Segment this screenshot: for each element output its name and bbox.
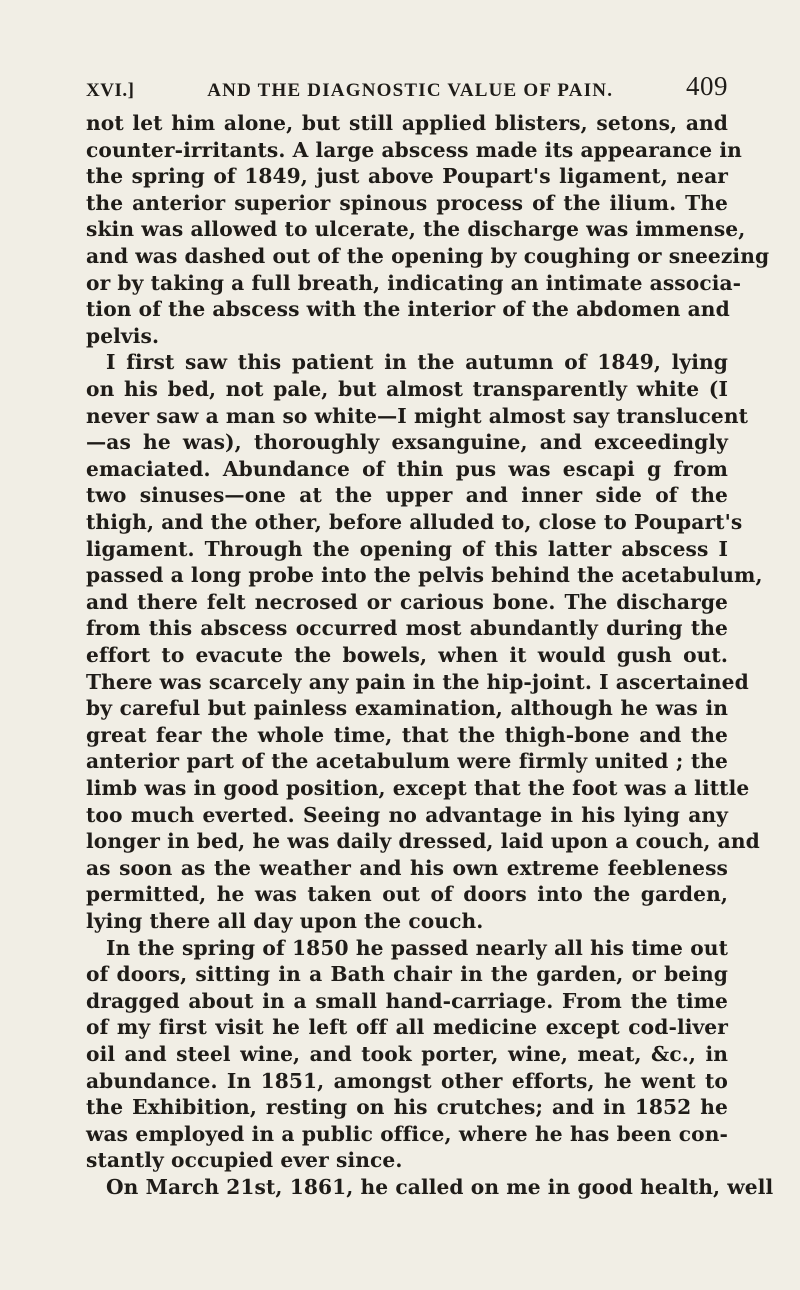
text-line: emaciated. Abundance of thin pus was escapi g from (86, 456, 728, 481)
text-line: was employed in a public office, where he has been con- (86, 1121, 728, 1146)
text-line: as soon as the weather and his own extreme feebleness (86, 855, 728, 880)
text-line: and there felt necrosed or carious bone. The discharge (86, 589, 728, 614)
text-line: too much everted. Seeing no advantage in his lying any (86, 802, 728, 827)
text-line: counter-irritants. A large abscess made its appearance in (86, 137, 742, 162)
text-line: and was dashed out of the opening by coughing or sneezing (86, 244, 770, 268)
text-line: limb was in good position, except that the foot was a little (86, 776, 750, 800)
text-line: tion of the abscess with the interior of the abdomen and (86, 297, 730, 322)
text-line: permitted, he was taken out of doors into the garden, (86, 882, 728, 907)
text-line: two sinuses—one at the upper and inner side of the (86, 483, 728, 508)
text-line: never saw a man so white—I might almost say translucent (86, 403, 749, 428)
text-line: longer in bed, he was daily dressed, laid upon a couch, and (86, 829, 760, 854)
text-line: dragged about in a small hand-carriage. From the time (86, 988, 728, 1013)
text-line: stantly occupied ever since. (86, 1148, 403, 1173)
chapter-number: XVI.] (86, 80, 135, 101)
text-line: skin was allowed to ulcerate, the discharge was immense, (86, 217, 746, 242)
text-line: from this abscess occurred most abundantly during the (86, 616, 728, 641)
text-line: —as he was), thoroughly exsanguine, and exceedingly (86, 430, 728, 455)
text-line: or by taking a full breath, indicating an intimate associa- (86, 270, 742, 295)
text-line: the Exhibition, resting on his crutches; and in 1852 he (86, 1095, 728, 1120)
text-line: great fear the whole time, that the thigh-bone and the (86, 722, 728, 747)
text-line: pelvis. (86, 323, 160, 348)
running-header (86, 71, 728, 102)
text-line: on his bed, not pale, but almost transparently white (I (86, 377, 728, 401)
text-line: There was scarcely any pain in the hip-joint. I ascertained (86, 669, 749, 694)
text-line: not let him alone, but still applied blisters, setons, and (86, 111, 728, 135)
text-line: thigh, and the other, before alluded to, close to Poupart's (86, 510, 743, 534)
text-line: abundance. In 1851, amongst other efforts, he went to (86, 1068, 728, 1093)
text-line: by careful but painless examination, although he was in (86, 696, 728, 721)
text-line: passed a long probe into the pelvis behind the acetabulum, (86, 563, 763, 588)
text-line: lying there all day upon the couch. (86, 909, 484, 933)
page-number: 409 (686, 71, 728, 101)
running-title: AND THE DIAGNOSTIC VALUE OF PAIN. (207, 80, 614, 101)
text-line: anterior part of the acetabulum were firmly united ; the (86, 749, 728, 774)
text-line: In the spring of 1850 he passed nearly all his time out (106, 935, 728, 960)
text-line: the anterior superior spinous process of the ilium. The (86, 190, 728, 215)
text-line: ligament. Through the opening of this latter abscess I (86, 536, 728, 561)
text-line: I first saw this patient in the autumn of 1849, lying (106, 350, 728, 375)
body-text (86, 110, 774, 1250)
text-line: the spring of 1849, just above Poupart's ligament, near (86, 164, 728, 189)
text-line: effort to evacute the bowels, when it would gush out. (86, 643, 728, 667)
text-line: of doors, sitting in a Bath chair in the garden, or being (86, 962, 728, 987)
text-line: oil and steel wine, and took porter, wine, meat, &c., in (86, 1042, 728, 1066)
text-line: On March 21st, 1861, he called on me in good health, well (106, 1175, 774, 1199)
text-line: of my first visit he left off all medicine except cod-liver (86, 1015, 728, 1040)
